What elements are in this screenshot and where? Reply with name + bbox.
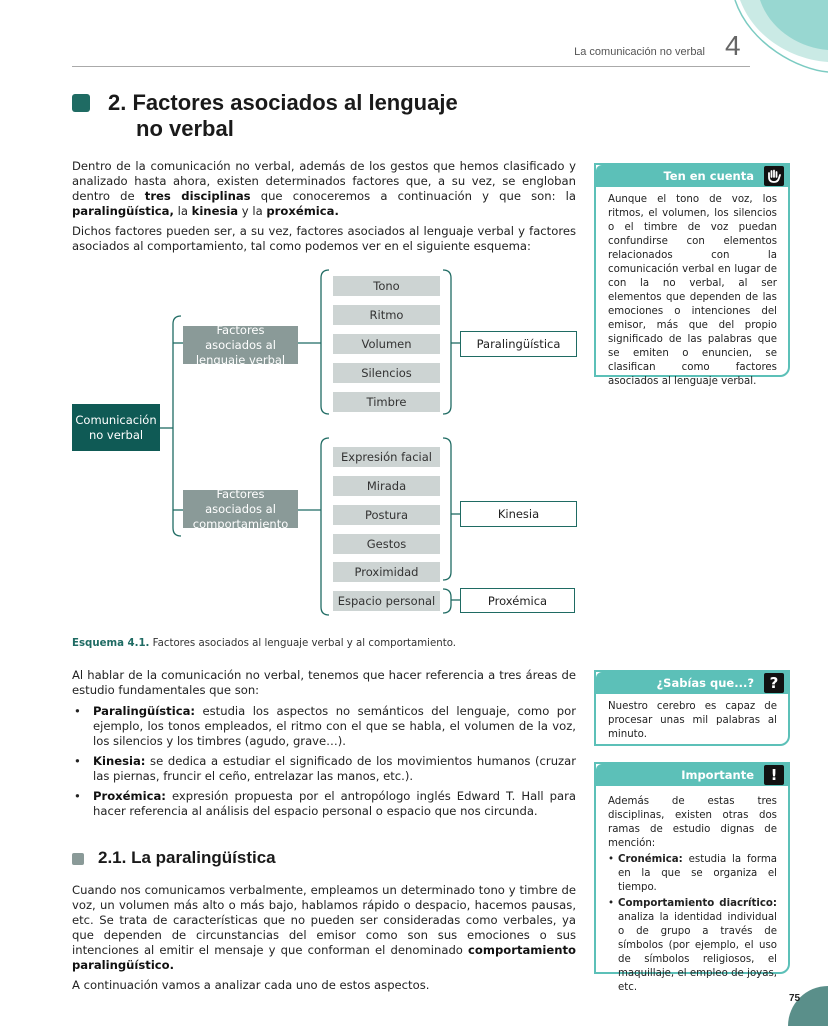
item-text: estudia la forma en la que se organiza el tiempo. — [618, 854, 777, 893]
schema-out-paralinguistica: Paralingüística — [460, 331, 577, 357]
sidebox-text: Además de estas tres disciplinas, existen otras dos ramas de estudio dignas de mención: — [608, 796, 777, 849]
schema-root: Comunicación no verbal — [72, 404, 160, 451]
subsection-text — [72, 883, 576, 993]
area-text: se dedica a estudiar el significado de los movimientos humanos (cruzar las piernas, fruncir el ceño, entrelazar las manos, etc.). — [93, 754, 576, 783]
schema-item: Proximidad — [333, 562, 440, 582]
section-title-line2: no verbal — [136, 116, 234, 141]
sidebox-header — [596, 165, 788, 187]
schema-item: Mirada — [333, 476, 440, 496]
schema-item: Postura — [333, 505, 440, 525]
schema-out-kinesia: Kinesia — [460, 501, 577, 527]
areas-list — [72, 704, 576, 819]
caption-label: Esquema 4.1. — [72, 638, 150, 649]
area-term: Paralingüística: — [93, 704, 196, 718]
schema-caption — [72, 638, 572, 649]
sidebox-list — [608, 853, 777, 995]
sidebox-title: ¿Sabías que...? — [656, 676, 754, 690]
schema-item: Timbre — [333, 392, 440, 412]
sidebox-sabias-que — [594, 670, 790, 746]
sidebox-content — [596, 786, 788, 1005]
area-text: expresión propuesta por el antropólogo inglés Edward T. Hall para hacer referencia al análisis del espacio personal o espacio que nos circunda. — [93, 789, 576, 818]
sidebox-text: Aunque el tono de voz, los ritmos, el volumen, los silencios o el timbre de voz puedan confundirse con elementos relacionados con la comunicación verbal en lugar de con la no verbal, al ser elementos que dependen de las emociones o intenciones del emisor, más que del propio significado de las palabras que se emiten o enuncien, se clasifican como factores asociados al lenguaje verbal. — [608, 194, 777, 387]
list-item — [608, 897, 777, 995]
list-item — [608, 853, 777, 895]
intro-p1-e: la — [173, 204, 192, 218]
chapter-number: 4 — [725, 30, 741, 61]
sidebox-header — [596, 672, 788, 694]
intro-p1-a: Dentro de la comunicación no verbal, además de los gestos que hemos clasificado y analizado hasta ahora, existen determinados factores que, a su vez, se engloban dentro de — [72, 159, 576, 203]
area-term: Proxémica: — [93, 789, 166, 803]
question-icon: ? — [764, 673, 784, 693]
hand-icon — [764, 166, 784, 186]
intro-p1-h: proxémica. — [266, 204, 339, 218]
subsection-marker — [72, 853, 84, 865]
areas-section — [72, 668, 576, 824]
schema-item: Gestos — [333, 534, 440, 554]
area-text: estudia los aspectos no semánticos del lenguaje, como por ejemplo, los tonos empleados, el ritmo con el que se habla, el volumen de la voz, los silencios y los timbres (agudo, grave…). — [93, 704, 576, 748]
schema-item: Silencios — [333, 363, 440, 383]
intro-p1-c: que conoceremos a continuación y que son: la — [250, 189, 577, 203]
sidebox-text: Nuestro cerebro es capaz de procesar unas mil palabras al minuto. — [608, 701, 777, 740]
list-item — [72, 704, 576, 749]
exclamation-icon: ! — [764, 765, 784, 785]
schema-out-proxemica: Proxémica — [460, 588, 575, 613]
caption-text: Factores asociados al lenguaje verbal y al comportamiento. — [149, 638, 457, 649]
sidebox-ten-en-cuenta — [594, 163, 790, 387]
sub-p1-b: comportamiento paralingüístico. — [72, 943, 576, 972]
sidebox-title: Importante — [681, 768, 754, 782]
intro-paragraph-2: Dichos factores pueden ser, a su vez, factores asociados al lenguaje verbal y factores asociados al comportamiento, tal como podemos ver en el siguiente esquema: — [72, 224, 576, 253]
intro-p1-g: y la — [238, 204, 267, 218]
sidebox-importante — [594, 762, 790, 993]
item-text: analiza la identidad individual o de grupo a través de símbolos (por ejemplo, el uso de símbolos religiosos, el maquillaje, el empleo de joyas, etc. — [618, 912, 777, 993]
intro-p1-b: tres disciplinas — [144, 189, 251, 203]
subsection-title: 2.1. La paralingüística — [98, 848, 276, 867]
list-item — [72, 754, 576, 784]
chapter-title: La comunicación no verbal — [574, 46, 705, 58]
sub-p1-a: Cuando nos comunicamos verbalmente, empleamos un determinado tono y timbre de voz, un volumen más alto o más bajo, hablamos rápido o despacio, hacemos pausas, etc. Se trata de características que no pueden ser consideradas como verbales, ya que dependen de circunstancias del emisor como son sus emociones o sus intenciones al emitir el mensaje y que conforman el denominado — [72, 883, 576, 957]
page-number: 75 — [789, 993, 801, 1004]
item-term: Cronémica: — [618, 854, 683, 865]
corner-decoration-bottom — [788, 986, 828, 1026]
sidebox-header — [596, 764, 788, 786]
section-title-line1: 2. Factores asociados al lenguaje — [108, 90, 458, 115]
subsection-paragraph-1 — [72, 883, 576, 973]
area-term: Kinesia: — [93, 754, 146, 768]
intro-p1-d: paralingüística, — [72, 204, 174, 218]
schema-item: Expresión facial — [333, 447, 440, 467]
list-item — [72, 789, 576, 819]
subsection-paragraph-2: A continuación vamos a analizar cada uno de estos aspectos. — [72, 978, 430, 992]
intro-p1-f: kinesia — [191, 204, 239, 218]
sidebox-title: Ten en cuenta — [663, 169, 754, 183]
schema-item: Espacio personal — [333, 591, 440, 611]
item-term: Comportamiento diacrítico: — [618, 898, 777, 909]
schema-item: Ritmo — [333, 305, 440, 325]
schema-item: Tono — [333, 276, 440, 296]
schema-group-verbal: Factores asociados al lenguaje verbal — [183, 326, 298, 364]
schema-item: Volumen — [333, 334, 440, 354]
areas-intro: Al hablar de la comunicación no verbal, tenemos que hacer referencia a tres áreas de estudio fundamentales que son: — [72, 668, 576, 697]
schema-group-behaviour: Factores asociados al comportamiento — [183, 490, 298, 528]
